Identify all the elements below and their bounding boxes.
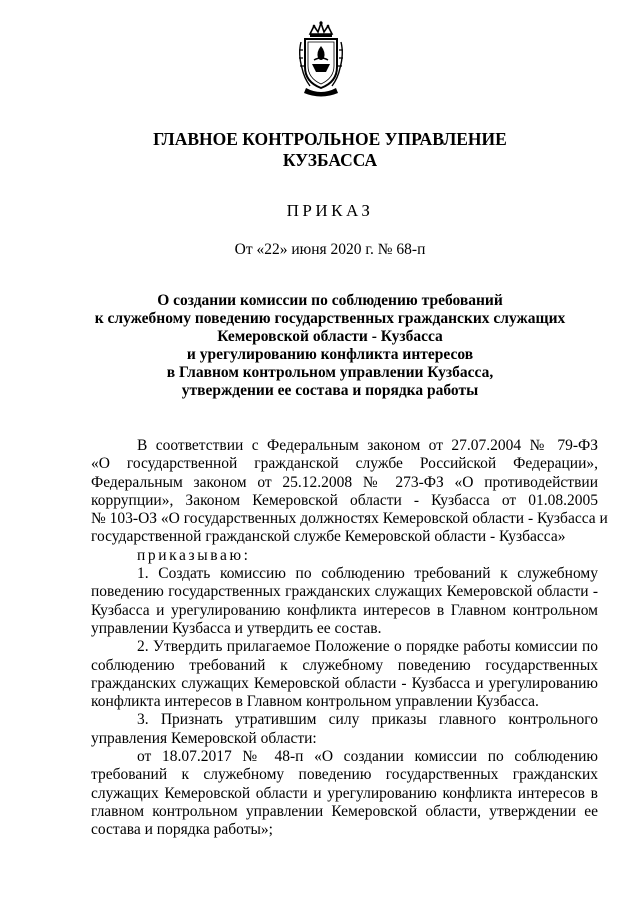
organization-name bbox=[0, 129, 640, 171]
body-line: конфликта интересов в Главном контрольном управлении Кузбасса. bbox=[91, 693, 539, 711]
body-line: № 103-ОЗ «О государственных должностях Кемеровской области - Кузбасса и bbox=[91, 510, 608, 528]
subject-line: к служебному поведению государственных гражданских служащих bbox=[94, 310, 566, 327]
body-line: гражданских служащих Кемеровской области - Кузбасса и урегулированию bbox=[91, 674, 598, 692]
body-line: коррупции», Законом Кемеровской области - Кузбасса от 01.08.2005 bbox=[91, 491, 598, 509]
subject-line: и урегулированию конфликта интересов bbox=[186, 346, 474, 363]
body-line: Кузбасса и урегулированию конфликта интересов в Главном контрольном bbox=[91, 601, 598, 619]
body-line: В соответствии с Федеральным законом от 27.07.2004 № 79-ФЗ bbox=[137, 437, 598, 454]
document-dateline: От «22» июня 2020 г. № 68-п bbox=[234, 241, 426, 258]
body-line: управления Кемеровской области: bbox=[91, 729, 317, 747]
body-line: 1. Создать комиссию по соблюдению требований к служебному bbox=[137, 565, 598, 583]
document-body bbox=[91, 437, 608, 840]
body-line: Федеральным законом от 25.12.2008 № 273-ФЗ «О противодействии bbox=[91, 473, 598, 491]
coat-of-arms-emblem bbox=[296, 20, 346, 100]
body-line: состава и порядка работы»; bbox=[91, 821, 273, 839]
body-line: поведению государственных гражданских служащих Кемеровской области - bbox=[91, 583, 598, 601]
body-line: управлении Кузбасса и утвердить ее состав. bbox=[91, 619, 382, 637]
body-line: требований к служебному поведению государственных гражданских bbox=[91, 766, 598, 784]
body-line: служащих Кемеровской области и урегулированию конфликта интересов в bbox=[91, 784, 598, 802]
body-line: соблюдению требований к служебному поведению государственных bbox=[91, 656, 598, 674]
body-line: от 18.07.2017 № 48-п «О создании комиссии по соблюдению bbox=[137, 748, 598, 766]
org-line-1: ГЛАВНОЕ КОНТРОЛЬНОЕ УПРАВЛЕНИЕ bbox=[153, 129, 507, 149]
subject-line: в Главном контрольном управлении Кузбасса, bbox=[166, 364, 494, 381]
body-line: 3. Признать утратившим силу приказы главного контрольного bbox=[137, 711, 598, 729]
document-type: ПРИКАЗ bbox=[286, 201, 374, 220]
document-subject bbox=[0, 292, 640, 400]
body-line: государственной гражданской службе Кемеровской области - Кузбасса» bbox=[91, 528, 566, 546]
subject-line: О создании комиссии по соблюдению требований bbox=[157, 292, 503, 309]
order-directive: приказываю: bbox=[137, 546, 251, 564]
body-line: 2. Утвердить прилагаемое Положение о порядке работы комиссии по bbox=[137, 638, 598, 656]
subject-line: утверждении ее состава и порядка работы bbox=[181, 382, 479, 399]
subject-line: Кемеровской области - Кузбасса bbox=[217, 328, 443, 345]
org-line-2: КУЗБАССА bbox=[282, 150, 378, 170]
body-line: главном контрольном управлении Кемеровской области, утверждении ее bbox=[91, 802, 598, 820]
body-line: «О государственной гражданской службе Российской Федерации», bbox=[91, 455, 598, 473]
